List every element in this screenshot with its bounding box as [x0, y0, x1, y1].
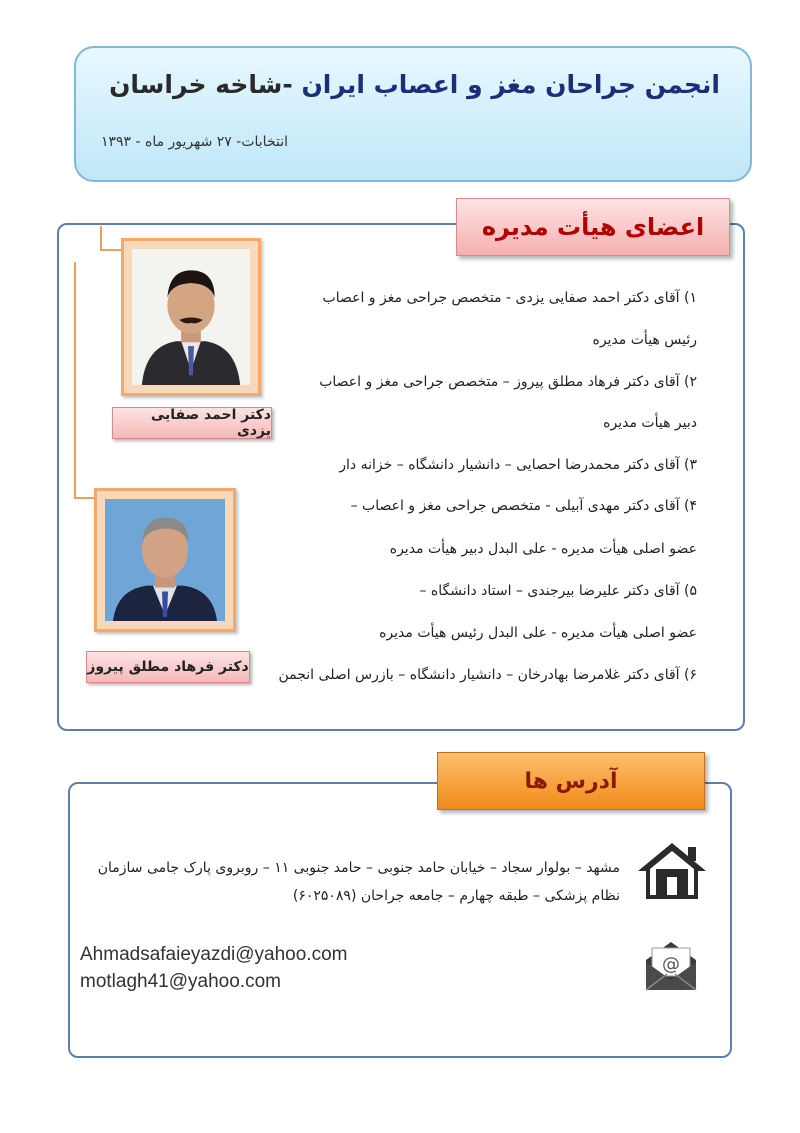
member-line: ۴) آقای دکتر مهدی آبیلی - متخصص جراحی مغز و اعصاب – [350, 498, 697, 514]
member-role: دبیر هیأت مدیره [603, 415, 697, 431]
title-main: انجمن جراحان مغز و اعصاب ایران [301, 70, 720, 99]
email-icon [642, 940, 700, 996]
board-heading: اعضای هیأت مدیره [456, 198, 730, 256]
member-line: ۱) آقای دکتر احمد صفایی یزدی - متخصص جراحی مغز و اعصاب [322, 290, 697, 306]
email-address[interactable]: motlagh41@yahoo.com [80, 971, 281, 992]
portrait-photo-icon [105, 499, 225, 621]
connector-line [74, 262, 76, 498]
address-line: مشهد – بولوار سجاد – خیابان حامد جنوبی – حامد جنوبی ۱۱ – روبروی پارک جامی سازمان [97, 860, 620, 876]
member-role: عضو اصلی هیأت مدیره - علی البدل دبیر هیأت مدیره [389, 541, 697, 557]
member-line: ۶) آقای دکتر غلامرضا بهادرخان – دانشیار دانشگاه – بازرس اصلی انجمن [278, 667, 697, 683]
member-line: ۵) آقای دکتر علیرضا بیرجندی – استاد دانشگاه – [419, 583, 697, 599]
home-icon [636, 841, 708, 905]
member-role: رئیس هیأت مدیره [592, 332, 697, 348]
member-line: ۳) آقای دکتر محمدرضا احصایی – دانشیار دانشگاه – خزانه دار [339, 457, 697, 473]
member-name-label: دکتر فرهاد مطلق پیروز [86, 651, 250, 683]
member-role: عضو اصلی هیأت مدیره - علی البدل رئیس هیأت مدیره [379, 625, 697, 641]
member-name-label: دکتر احمد صفایی یزدی [112, 407, 272, 439]
election-date: انتخابات- ۲۷ شهریور ماه - ۱۳۹۳ [100, 134, 288, 150]
portrait-photo-icon [132, 249, 250, 385]
connector-line [100, 249, 122, 251]
address-heading: آدرس ها [437, 752, 705, 810]
address-section [68, 782, 732, 1058]
header-banner [74, 46, 752, 182]
connector-line [74, 497, 96, 499]
address-line: نظام پزشکی – طبقه چهارم – جامعه جراحان (۶۰۲۵۰۸۹) [292, 888, 620, 904]
svg-text:@: @ [662, 954, 680, 975]
title-branch: -شاخه خراسان [109, 70, 302, 99]
member-line: ۲) آقای دکتر فرهاد مطلق پیروز – متخصص جراحی مغز و اعصاب [319, 374, 697, 390]
member-photo [121, 238, 261, 396]
email-address[interactable]: Ahmadsafaieyazdi@yahoo.com [80, 944, 348, 965]
connector-line [100, 226, 102, 250]
member-photo [94, 488, 236, 632]
page-title [109, 70, 720, 99]
